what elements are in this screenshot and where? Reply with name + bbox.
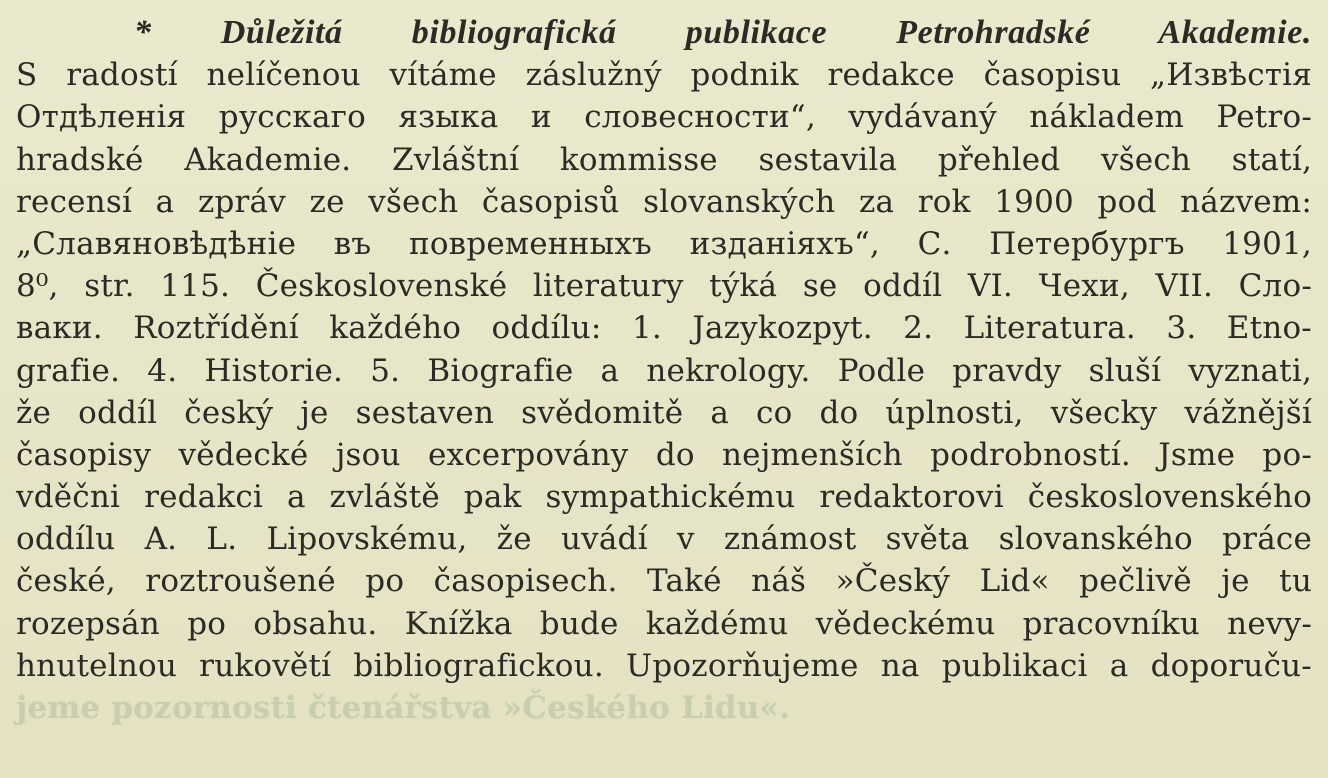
text-line: rozepsán po obsahu. Knížka bude každému vědeckému pracovníku nevy- <box>16 605 1312 642</box>
text-line: grafie. 4. Historie. 5. Biografie a nekrology. Podle pravdy sluší vyznati, <box>16 352 1312 389</box>
article-heading: * Důležitá bibliografická publikace Petrohradské Akademie. <box>134 14 1312 51</box>
text-line: Отдѣленія русскаго языка и словесности“, vydávaný nákladem Petro- <box>16 99 1312 136</box>
text-line: časopisy vědecké jsou excerpovány do nejmenších podrobností. Jsme po- <box>16 436 1312 473</box>
text-line-faded: jeme pozornosti čtenářstva »Českého Lidu«. <box>16 690 791 726</box>
article-text <box>16 12 1312 729</box>
text-line: oddílu A. L. Lipovskému, že uvádí v známost světa slovanského práce <box>16 521 1312 558</box>
text-line: vděčni redakci a zvláště pak sympathickému redaktorovi československého <box>16 479 1312 516</box>
text-line: české, roztroušené po časopisech. Také náš »Český Lid« pečlivě je tu <box>16 563 1312 600</box>
text-line: že oddíl český je sestaven svědomitě a co do úplnosti, všecky vážnější <box>16 394 1312 431</box>
text-line: 8⁰, str. 115. Československé literatury týká se oddíl VI. Чехи, VII. Сло- <box>16 268 1312 305</box>
text-line: „Славяновѣдѣніе въ повременныхъ изданіяхъ“, С. Петербургъ 1901, <box>16 225 1312 262</box>
text-line: S radostí nelíčenou vítáme záslužný podnik redakce časopisu „Извѣстія <box>16 57 1312 94</box>
text-line: hradské Akademie. Zvláštní kommisse sestavila přehled všech statí, <box>16 141 1312 178</box>
text-line: recensí a zpráv ze všech časopisů slovanských za rok 1900 pod názvem: <box>16 183 1312 220</box>
text-line: hnutelnou rukovětí bibliografickou. Upozorňujeme na publikaci a doporuču- <box>16 647 1312 684</box>
text-line: ваки. Roztřídění každého oddílu: 1. Jazykozpyt. 2. Literatura. 3. Etno- <box>16 310 1312 347</box>
